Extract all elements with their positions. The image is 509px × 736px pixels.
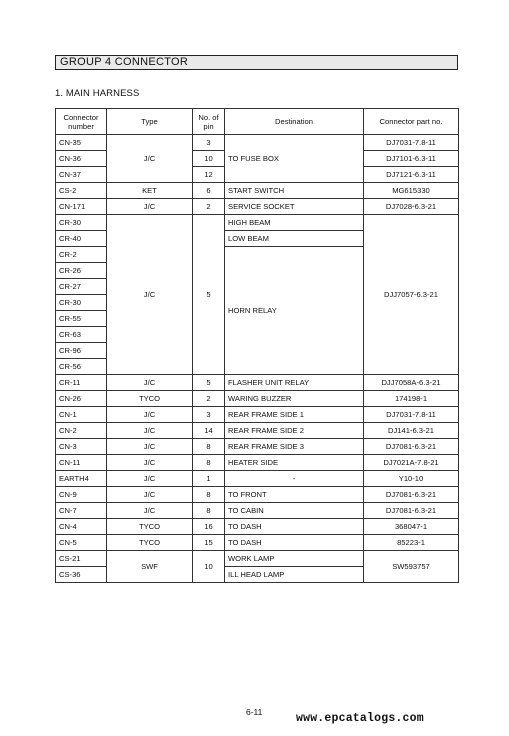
cell-connector-part-no: DJ7081-6.3-21 [364,487,459,503]
cell-type: J/C [107,503,193,519]
cell-connector-part-no: DJ7101-6.3-11 [364,151,459,167]
table-row [56,199,459,215]
cell-no-of-pin: 12 [193,167,225,183]
main-harness-table [55,108,459,583]
cell-connector-part-no: 85223-1 [364,535,459,551]
header-no-of-pin [193,109,225,135]
cell-type: J/C [107,215,193,375]
header-destination: Destination [225,109,364,135]
cell-connector-part-no: DJ7081-6.3-21 [364,439,459,455]
cell-connector-number: CS-36 [56,567,107,583]
cell-destination: HORN RELAY [225,247,364,375]
table-row [56,551,459,567]
cell-connector-number: CR-11 [56,375,107,391]
cell-connector-number: CR-40 [56,231,107,247]
cell-destination: TO DASH [225,535,364,551]
cell-type: TYCO [107,519,193,535]
cell-type: TYCO [107,391,193,407]
cell-destination: TO FRONT [225,487,364,503]
cell-connector-number: CR-56 [56,359,107,375]
cell-no-of-pin: 2 [193,199,225,215]
cell-connector-number: CN-5 [56,535,107,551]
cell-connector-part-no: DJ141-6.3-21 [364,423,459,439]
cell-connector-part-no: 368047-1 [364,519,459,535]
cell-destination: ILL HEAD LAMP [225,567,364,583]
cell-connector-number: CN-36 [56,151,107,167]
cell-type: J/C [107,487,193,503]
cell-no-of-pin: 8 [193,439,225,455]
cell-type: J/C [107,135,193,183]
cell-connector-number: CN-35 [56,135,107,151]
cell-no-of-pin: 8 [193,503,225,519]
table-row [56,439,459,455]
cell-connector-number: EARTH4 [56,471,107,487]
header-pin-line1: No. of [198,112,219,122]
cell-destination: FLASHER UNIT RELAY [225,375,364,391]
table-row [56,391,459,407]
cell-no-of-pin: 5 [193,375,225,391]
cell-destination: REAR FRAME SIDE 3 [225,439,364,455]
cell-no-of-pin: 16 [193,519,225,535]
header-type: Type [107,109,193,135]
cell-no-of-pin: 5 [193,215,225,375]
cell-type: J/C [107,471,193,487]
cell-destination: START SWITCH [225,183,364,199]
cell-connector-part-no: DJ7028-6.3-21 [364,199,459,215]
cell-connector-number: CN-7 [56,503,107,519]
table-row [56,487,459,503]
cell-no-of-pin: 3 [193,407,225,423]
cell-no-of-pin: 1 [193,471,225,487]
cell-no-of-pin: 10 [193,551,225,583]
cell-no-of-pin: 2 [193,391,225,407]
cell-connector-number: CR-26 [56,263,107,279]
table-row [56,375,459,391]
cell-type: KET [107,183,193,199]
cell-connector-number: CN-9 [56,487,107,503]
cell-connector-part-no: Y10-10 [364,471,459,487]
table-row [56,455,459,471]
cell-no-of-pin: 3 [193,135,225,151]
table-row [56,183,459,199]
cell-connector-part-no: MG615330 [364,183,459,199]
table-row [56,423,459,439]
cell-connector-part-no: DJJ7058A-6.3-21 [364,375,459,391]
cell-connector-number: CN-3 [56,439,107,455]
header-connector-part-no: Connector part no. [364,109,459,135]
cell-connector-part-no: DJ7081-6.3-21 [364,503,459,519]
cell-no-of-pin: 8 [193,487,225,503]
cell-type: J/C [107,407,193,423]
cell-destination: REAR FRAME SIDE 2 [225,423,364,439]
cell-connector-number: CR-96 [56,343,107,359]
cell-type: J/C [107,439,193,455]
cell-connector-part-no: SW593757 [364,551,459,583]
cell-destination: TO FUSE BOX [225,135,364,183]
cell-type: J/C [107,455,193,471]
cell-destination: LOW BEAM [225,231,364,247]
cell-connector-number: CR-55 [56,311,107,327]
cell-no-of-pin: 14 [193,423,225,439]
cell-connector-number: CS-21 [56,551,107,567]
cell-connector-number: CN-1 [56,407,107,423]
cell-connector-number: CN-11 [56,455,107,471]
cell-connector-number: CN-4 [56,519,107,535]
cell-destination: SERVICE SOCKET [225,199,364,215]
cell-no-of-pin: 8 [193,455,225,471]
cell-connector-number: CN-2 [56,423,107,439]
cell-connector-number: CN-37 [56,167,107,183]
table-row [56,471,459,487]
cell-destination: HEATER SIDE [225,455,364,471]
table-row [56,407,459,423]
table-row [56,503,459,519]
cell-type: J/C [107,199,193,215]
cell-destination: WARING BUZZER [225,391,364,407]
cell-destination: HIGH BEAM [225,215,364,231]
cell-destination: - [225,471,364,487]
cell-connector-number: CR-63 [56,327,107,343]
section-title: 1. MAIN HARNESS [55,88,140,99]
footer-brand: www.epcatalogs.com [296,712,424,725]
table-row [56,215,459,231]
cell-destination: TO DASH [225,519,364,535]
cell-connector-number: CS-2 [56,183,107,199]
cell-connector-part-no: 174198-1 [364,391,459,407]
cell-connector-number: CN-26 [56,391,107,407]
header-connector-number [56,109,107,135]
cell-type: J/C [107,375,193,391]
cell-connector-part-no: DJ7031-7.8-11 [364,135,459,151]
cell-connector-number: CR-30 [56,295,107,311]
table-row [56,519,459,535]
table-row [56,135,459,151]
cell-connector-part-no: DJ7021A-7.8-21 [364,455,459,471]
cell-no-of-pin: 6 [193,183,225,199]
cell-connector-number: CR-2 [56,247,107,263]
cell-type: J/C [107,423,193,439]
cell-connector-number: CR-27 [56,279,107,295]
cell-type: SWF [107,551,193,583]
group-header: GROUP 4 CONNECTOR [55,55,458,70]
header-connector-line1: Connector [63,112,99,122]
cell-no-of-pin: 10 [193,151,225,167]
page-number: 6-11 [246,707,263,717]
cell-connector-number: CN-171 [56,199,107,215]
table-row [56,535,459,551]
cell-connector-number: CR-30 [56,215,107,231]
table-header-row [56,109,459,135]
cell-no-of-pin: 15 [193,535,225,551]
cell-destination: WORK LAMP [225,551,364,567]
table-body [56,135,459,583]
cell-connector-part-no: DJJ7057-6.3-21 [364,215,459,375]
cell-destination: REAR FRAME SIDE 1 [225,407,364,423]
cell-connector-part-no: DJ7121-6.3-11 [364,167,459,183]
cell-type: TYCO [107,535,193,551]
cell-connector-part-no: DJ7031-7.8-11 [364,407,459,423]
cell-destination: TO CABIN [225,503,364,519]
header-connector-line2: number [68,121,94,131]
header-pin-line2: pin [203,121,214,131]
